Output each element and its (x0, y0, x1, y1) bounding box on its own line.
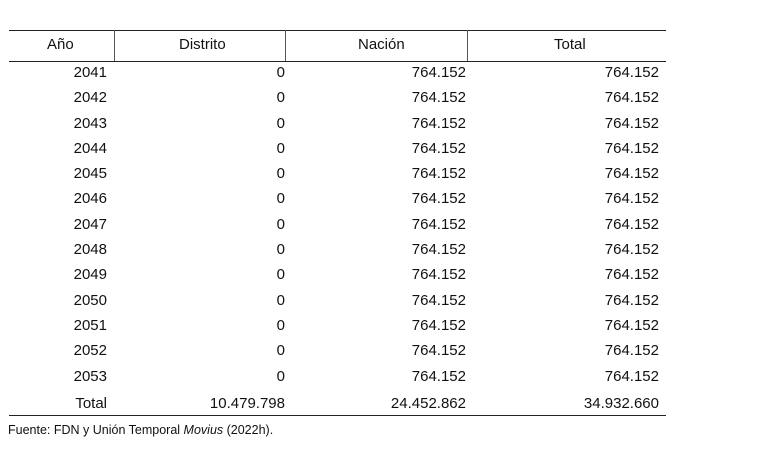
table-row (9, 162, 666, 187)
cell-nacion: 764.152 (411, 215, 466, 233)
cell-year: 2047 (73, 215, 107, 233)
table-row (9, 86, 666, 111)
cell-total: 764.152 (604, 89, 659, 107)
cell-total: 764.152 (604, 291, 659, 309)
cell-year: 2042 (73, 89, 107, 107)
cell-distrito: 0 (276, 215, 285, 233)
cell-nacion: 764.152 (411, 342, 466, 360)
cell-total: 764.152 (604, 215, 659, 233)
cell-distrito: 0 (276, 316, 285, 334)
cell-year: 2050 (73, 291, 107, 309)
source-italic: Movius (183, 423, 224, 437)
cell-distrito: 0 (276, 89, 285, 107)
cell-total: 764.152 (604, 316, 659, 334)
cell-total: 764.152 (604, 241, 659, 259)
cell-distrito: 0 (276, 367, 285, 385)
table-row (9, 289, 666, 314)
table-row (9, 339, 666, 364)
table-top-rule (9, 30, 666, 31)
source-suffix: (2022h). (223, 423, 274, 437)
cell-distrito: 0 (276, 266, 285, 284)
cell-distrito: 0 (276, 165, 285, 183)
cell-distrito: 0 (276, 114, 285, 132)
cell-nacion: 764.152 (411, 291, 466, 309)
cell-year: 2041 (73, 64, 107, 81)
table-row (9, 61, 666, 86)
cell-year: 2049 (73, 266, 107, 284)
cell-year: 2053 (73, 367, 107, 385)
cell-year: 2048 (73, 241, 107, 259)
header-separator (467, 30, 468, 61)
header-separator (285, 30, 286, 61)
header-year: Año (47, 36, 74, 53)
cell-year: 2043 (73, 114, 107, 132)
total-row (9, 390, 666, 415)
table-row (9, 137, 666, 162)
table-row (9, 213, 666, 238)
table-row (9, 314, 666, 339)
cell-year: 2052 (73, 342, 107, 360)
cell-year: 2044 (73, 139, 107, 157)
header-total: Total (554, 36, 586, 53)
cell-distrito: 0 (276, 190, 285, 208)
cell-total: 764.152 (604, 342, 659, 360)
cell-nacion: 764.152 (411, 89, 466, 107)
cell-distrito: 0 (276, 64, 285, 81)
cell-nacion: 24.452.862 (390, 394, 466, 412)
cell-nacion: 764.152 (411, 64, 466, 81)
cell-total: 764.152 (604, 266, 659, 284)
cell-total: 764.152 (604, 139, 659, 157)
cell-nacion: 764.152 (411, 241, 466, 259)
cell-distrito: 0 (276, 241, 285, 259)
header-separator (114, 30, 115, 61)
cell-distrito: 0 (276, 139, 285, 157)
cell-year: 2046 (73, 190, 107, 208)
cell-nacion: 764.152 (411, 139, 466, 157)
cell-total: 764.152 (604, 114, 659, 132)
table-body (9, 61, 666, 415)
cell-distrito: 10.479.798 (209, 394, 285, 412)
header-nacion: Nación (358, 36, 405, 53)
cell-nacion: 764.152 (411, 190, 466, 208)
table-row (9, 365, 666, 390)
cell-distrito: 0 (276, 291, 285, 309)
cell-total: 34.932.660 (583, 394, 659, 412)
cell-nacion: 764.152 (411, 266, 466, 284)
table-bottom-rule (9, 415, 666, 416)
cell-year: 2045 (73, 165, 107, 183)
cell-year: 2051 (73, 316, 107, 334)
table-row (9, 263, 666, 288)
cell-total: 764.152 (604, 190, 659, 208)
cell-nacion: 764.152 (411, 316, 466, 334)
cell-total: 764.152 (604, 367, 659, 385)
table-row (9, 112, 666, 137)
table-row (9, 187, 666, 212)
cell-nacion: 764.152 (411, 367, 466, 385)
table-row (9, 238, 666, 263)
source-note (8, 423, 273, 437)
cell-nacion: 764.152 (411, 165, 466, 183)
cell-nacion: 764.152 (411, 114, 466, 132)
cell-total: 764.152 (604, 64, 659, 81)
cell-distrito: 0 (276, 342, 285, 360)
cell-total: 764.152 (604, 165, 659, 183)
cell-year: Total (75, 394, 107, 412)
header-distrito: Distrito (179, 36, 226, 53)
source-prefix: Fuente: FDN y Unión Temporal (8, 423, 184, 437)
